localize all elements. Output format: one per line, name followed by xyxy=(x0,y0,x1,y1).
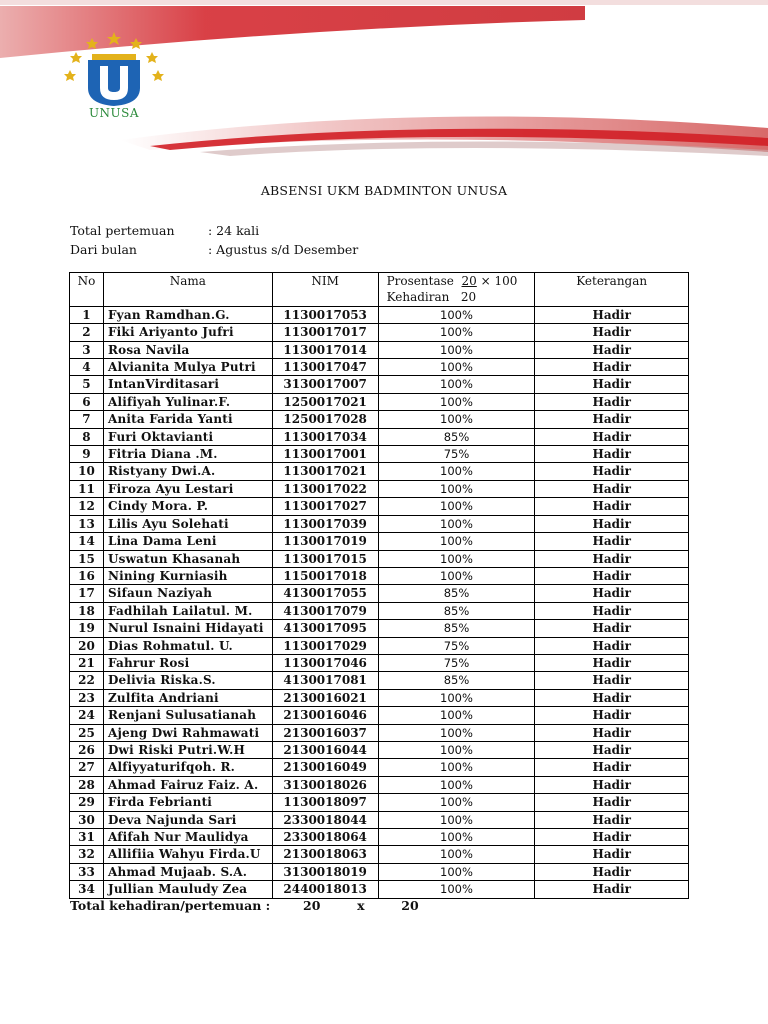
table-row xyxy=(70,654,689,671)
table-header-row xyxy=(70,273,689,307)
cell-nim: 1130017047 xyxy=(272,359,378,376)
cell-nim: 2330018064 xyxy=(272,829,378,846)
cell-nama: Firda Febrianti xyxy=(103,794,272,811)
table-row xyxy=(70,550,689,567)
cell-pct: 100% xyxy=(378,759,535,776)
cell-pct: 100% xyxy=(378,376,535,393)
cell-ket: Hadir xyxy=(535,776,689,793)
cell-nama: Zulfita Andriani xyxy=(103,689,272,706)
cell-ket: Hadir xyxy=(535,498,689,515)
cell-no: 9 xyxy=(70,446,104,463)
document-title: ABSENSI UKM BADMINTON UNUSA xyxy=(260,183,508,198)
cell-nim: 2130016037 xyxy=(272,724,378,741)
table-row xyxy=(70,515,689,532)
cell-pct: 100% xyxy=(378,463,535,480)
cell-ket: Hadir xyxy=(535,567,689,584)
table-row xyxy=(70,620,689,637)
cell-nim: 1130017027 xyxy=(272,498,378,515)
meta-value: : Agustus s/d Desember xyxy=(208,242,359,257)
cell-nama: Ahmad Fairuz Faiz. A. xyxy=(103,776,272,793)
cell-nama: IntanVirditasari xyxy=(103,376,272,393)
cell-nama: Deva Najunda Sari xyxy=(103,811,272,828)
cell-nama: Uswatun Khasanah xyxy=(103,550,272,567)
cell-nim: 1130017014 xyxy=(272,341,378,358)
cell-pct: 100% xyxy=(378,393,535,410)
table-row xyxy=(70,724,689,741)
cell-nama: Afifah Nur Maulidya xyxy=(103,829,272,846)
table-row xyxy=(70,341,689,358)
table-row xyxy=(70,498,689,515)
cell-no: 31 xyxy=(70,829,104,846)
cell-pct: 75% xyxy=(378,446,535,463)
cell-nama: Dias Rohmatul. U. xyxy=(103,637,272,654)
cell-no: 27 xyxy=(70,759,104,776)
cell-nama: Anita Farida Yanti xyxy=(103,411,272,428)
cell-nama: Fadhilah Lailatul. M. xyxy=(103,602,272,619)
table-row xyxy=(70,846,689,863)
table-row xyxy=(70,324,689,341)
cell-no: 28 xyxy=(70,776,104,793)
prosentase-multiplier: × 100 xyxy=(480,274,518,288)
cell-nim: 3130018019 xyxy=(272,863,378,880)
cell-nim: 1130017021 xyxy=(272,463,378,480)
cell-pct: 100% xyxy=(378,341,535,358)
cell-nim: 1250017028 xyxy=(272,411,378,428)
footer-total xyxy=(70,898,419,913)
cell-ket: Hadir xyxy=(535,359,689,376)
cell-nim: 3130017007 xyxy=(272,376,378,393)
cell-nama: Rosa Navila xyxy=(103,341,272,358)
cell-nama: Furi Oktavianti xyxy=(103,428,272,445)
cell-nama: Fahrur Rosi xyxy=(103,654,272,671)
cell-nim: 1250017021 xyxy=(272,393,378,410)
cell-pct: 85% xyxy=(378,585,535,602)
cell-nim: 1150017018 xyxy=(272,567,378,584)
cell-nama: Ahmad Mujaab. S.A. xyxy=(103,863,272,880)
table-row xyxy=(70,707,689,724)
col-header-prosentase xyxy=(378,273,535,307)
table-row xyxy=(70,829,689,846)
meta-label: Total pertemuan xyxy=(70,223,175,238)
cell-ket: Hadir xyxy=(535,846,689,863)
cell-pct: 85% xyxy=(378,672,535,689)
cell-ket: Hadir xyxy=(535,324,689,341)
cell-nim: 1130017001 xyxy=(272,446,378,463)
cell-nim: 2130016049 xyxy=(272,759,378,776)
cell-nim: 1130017019 xyxy=(272,533,378,550)
cell-nim: 1130017046 xyxy=(272,654,378,671)
cell-no: 13 xyxy=(70,515,104,532)
table-row xyxy=(70,359,689,376)
cell-nama: Ristyany Dwi.A. xyxy=(103,463,272,480)
cell-pct: 85% xyxy=(378,620,535,637)
table-row xyxy=(70,480,689,497)
cell-ket: Hadir xyxy=(535,550,689,567)
cell-nama: Alvianita Mulya Putri xyxy=(103,359,272,376)
table-row xyxy=(70,759,689,776)
cell-nim: 1130018097 xyxy=(272,794,378,811)
cell-nim: 1130017039 xyxy=(272,515,378,532)
prosentase-label: Prosentase xyxy=(386,274,454,288)
cell-pct: 100% xyxy=(378,881,535,898)
cell-ket: Hadir xyxy=(535,759,689,776)
cell-no: 17 xyxy=(70,585,104,602)
cell-ket: Hadir xyxy=(535,654,689,671)
cell-nama: Alifiyah Yulinar.F. xyxy=(103,393,272,410)
cell-ket: Hadir xyxy=(535,515,689,532)
cell-ket: Hadir xyxy=(535,376,689,393)
cell-pct: 100% xyxy=(378,707,535,724)
cell-ket: Hadir xyxy=(535,637,689,654)
cell-ket: Hadir xyxy=(535,602,689,619)
cell-nim: 2330018044 xyxy=(272,811,378,828)
table-row xyxy=(70,863,689,880)
cell-pct: 100% xyxy=(378,359,535,376)
cell-no: 15 xyxy=(70,550,104,567)
cell-pct: 75% xyxy=(378,654,535,671)
cell-nim: 4130017095 xyxy=(272,620,378,637)
cell-ket: Hadir xyxy=(535,672,689,689)
cell-no: 21 xyxy=(70,654,104,671)
table-row xyxy=(70,794,689,811)
cell-ket: Hadir xyxy=(535,707,689,724)
table-row xyxy=(70,741,689,758)
cell-ket: Hadir xyxy=(535,620,689,637)
cell-nim: 1130017017 xyxy=(272,324,378,341)
cell-pct: 85% xyxy=(378,428,535,445)
table-body xyxy=(70,306,689,898)
cell-ket: Hadir xyxy=(535,863,689,880)
footer-label: Total kehadiran/pertemuan : xyxy=(70,898,271,913)
table-row xyxy=(70,776,689,793)
cell-nama: Alfiyyaturifqoh. R. xyxy=(103,759,272,776)
prosentase-numerator: 20 xyxy=(461,274,477,288)
cell-nim: 4130017081 xyxy=(272,672,378,689)
cell-no: 3 xyxy=(70,341,104,358)
table-row xyxy=(70,446,689,463)
table-row xyxy=(70,428,689,445)
attendance-table xyxy=(69,272,689,899)
table-row xyxy=(70,811,689,828)
cell-ket: Hadir xyxy=(535,533,689,550)
table-row xyxy=(70,602,689,619)
cell-pct: 100% xyxy=(378,794,535,811)
cell-pct: 100% xyxy=(378,567,535,584)
cell-nim: 2130016046 xyxy=(272,707,378,724)
cell-pct: 100% xyxy=(378,776,535,793)
cell-ket: Hadir xyxy=(535,411,689,428)
cell-pct: 100% xyxy=(378,863,535,880)
cell-no: 33 xyxy=(70,863,104,880)
table-row xyxy=(70,306,689,323)
cell-no: 5 xyxy=(70,376,104,393)
cell-no: 1 xyxy=(70,306,104,323)
cell-no: 30 xyxy=(70,811,104,828)
cell-ket: Hadir xyxy=(535,393,689,410)
table-row xyxy=(70,533,689,550)
table-row xyxy=(70,672,689,689)
cell-nama: Lilis Ayu Solehati xyxy=(103,515,272,532)
cell-nama: Allifiia Wahyu Firda.U xyxy=(103,846,272,863)
col-header-nama: Nama xyxy=(103,273,272,307)
cell-ket: Hadir xyxy=(535,881,689,898)
cell-ket: Hadir xyxy=(535,585,689,602)
col-header-keterangan: Keterangan xyxy=(535,273,689,307)
table-row xyxy=(70,567,689,584)
cell-pct: 100% xyxy=(378,846,535,863)
cell-nim: 2130018063 xyxy=(272,846,378,863)
cell-no: 7 xyxy=(70,411,104,428)
cell-pct: 100% xyxy=(378,533,535,550)
cell-ket: Hadir xyxy=(535,428,689,445)
cell-no: 29 xyxy=(70,794,104,811)
table-row xyxy=(70,881,689,898)
col-header-nim: NIM xyxy=(272,273,378,307)
cell-no: 34 xyxy=(70,881,104,898)
cell-no: 4 xyxy=(70,359,104,376)
cell-no: 8 xyxy=(70,428,104,445)
table-row xyxy=(70,411,689,428)
cell-nim: 1130017015 xyxy=(272,550,378,567)
cell-no: 2 xyxy=(70,324,104,341)
cell-nim: 1130017029 xyxy=(272,637,378,654)
cell-nim: 2130016044 xyxy=(272,741,378,758)
cell-nama: Fyan Ramdhan.G. xyxy=(103,306,272,323)
cell-nim: 4130017079 xyxy=(272,602,378,619)
cell-no: 16 xyxy=(70,567,104,584)
meta-dari-bulan xyxy=(70,242,358,257)
cell-pct: 100% xyxy=(378,829,535,846)
cell-pct: 100% xyxy=(378,411,535,428)
cell-pct: 100% xyxy=(378,306,535,323)
cell-pct: 100% xyxy=(378,515,535,532)
meta-total-pertemuan xyxy=(70,223,259,238)
cell-no: 19 xyxy=(70,620,104,637)
cell-pct: 100% xyxy=(378,724,535,741)
cell-no: 32 xyxy=(70,846,104,863)
cell-pct: 100% xyxy=(378,498,535,515)
kehadiran-label: Kehadiran xyxy=(386,290,450,305)
cell-no: 23 xyxy=(70,689,104,706)
cell-nim: 2440018013 xyxy=(272,881,378,898)
cell-no: 25 xyxy=(70,724,104,741)
cell-nama: Renjani Sulusatianah xyxy=(103,707,272,724)
table-row xyxy=(70,637,689,654)
footer-operator: x xyxy=(357,898,365,913)
cell-no: 22 xyxy=(70,672,104,689)
cell-ket: Hadir xyxy=(535,341,689,358)
logo-text: UNUSA xyxy=(88,106,140,120)
cell-nama: Nurul Isnaini Hidayati xyxy=(103,620,272,637)
cell-nama: Firoza Ayu Lestari xyxy=(103,480,272,497)
cell-ket: Hadir xyxy=(535,811,689,828)
cell-nama: Cindy Mora. P. xyxy=(103,498,272,515)
cell-no: 24 xyxy=(70,707,104,724)
cell-nama: Nining Kurniasih xyxy=(103,567,272,584)
col-header-no: No xyxy=(70,273,104,307)
table-row xyxy=(70,376,689,393)
cell-no: 20 xyxy=(70,637,104,654)
kehadiran-denominator: 20 xyxy=(460,290,477,305)
cell-no: 12 xyxy=(70,498,104,515)
table-row xyxy=(70,463,689,480)
logo-emblem-icon xyxy=(62,30,166,110)
footer-value-b: 20 xyxy=(401,898,419,913)
cell-no: 26 xyxy=(70,741,104,758)
cell-pct: 100% xyxy=(378,480,535,497)
cell-pct: 85% xyxy=(378,602,535,619)
cell-nama: Fitria Diana .M. xyxy=(103,446,272,463)
cell-nim: 1130017053 xyxy=(272,306,378,323)
meta-value: : 24 kali xyxy=(208,223,260,238)
cell-ket: Hadir xyxy=(535,446,689,463)
cell-pct: 100% xyxy=(378,324,535,341)
cell-nama: Fiki Ariyanto Jufri xyxy=(103,324,272,341)
cell-no: 6 xyxy=(70,393,104,410)
cell-nim: 3130018026 xyxy=(272,776,378,793)
cell-pct: 100% xyxy=(378,689,535,706)
cell-nim: 4130017055 xyxy=(272,585,378,602)
cell-nama: Ajeng Dwi Rahmawati xyxy=(103,724,272,741)
cell-ket: Hadir xyxy=(535,480,689,497)
cell-no: 11 xyxy=(70,480,104,497)
cell-ket: Hadir xyxy=(535,463,689,480)
cell-ket: Hadir xyxy=(535,741,689,758)
table-row xyxy=(70,689,689,706)
cell-ket: Hadir xyxy=(535,689,689,706)
cell-pct: 100% xyxy=(378,550,535,567)
cell-ket: Hadir xyxy=(535,794,689,811)
table-row xyxy=(70,393,689,410)
footer-value-a: 20 xyxy=(303,898,321,913)
cell-ket: Hadir xyxy=(535,829,689,846)
cell-nama: Jullian Mauludy Zea xyxy=(103,881,272,898)
cell-nim: 1130017034 xyxy=(272,428,378,445)
cell-nim: 2130016021 xyxy=(272,689,378,706)
cell-nama: Delivia Riska.S. xyxy=(103,672,272,689)
cell-no: 10 xyxy=(70,463,104,480)
cell-pct: 100% xyxy=(378,741,535,758)
cell-no: 14 xyxy=(70,533,104,550)
cell-nama: Dwi Riski Putri.W.H xyxy=(103,741,272,758)
cell-nama: Lina Dama Leni xyxy=(103,533,272,550)
cell-no: 18 xyxy=(70,602,104,619)
cell-pct: 100% xyxy=(378,811,535,828)
meta-label: Dari bulan xyxy=(70,242,137,257)
cell-nama: Sifaun Naziyah xyxy=(103,585,272,602)
cell-pct: 75% xyxy=(378,637,535,654)
cell-ket: Hadir xyxy=(535,724,689,741)
table-row xyxy=(70,585,689,602)
cell-ket: Hadir xyxy=(535,306,689,323)
cell-nim: 1130017022 xyxy=(272,480,378,497)
